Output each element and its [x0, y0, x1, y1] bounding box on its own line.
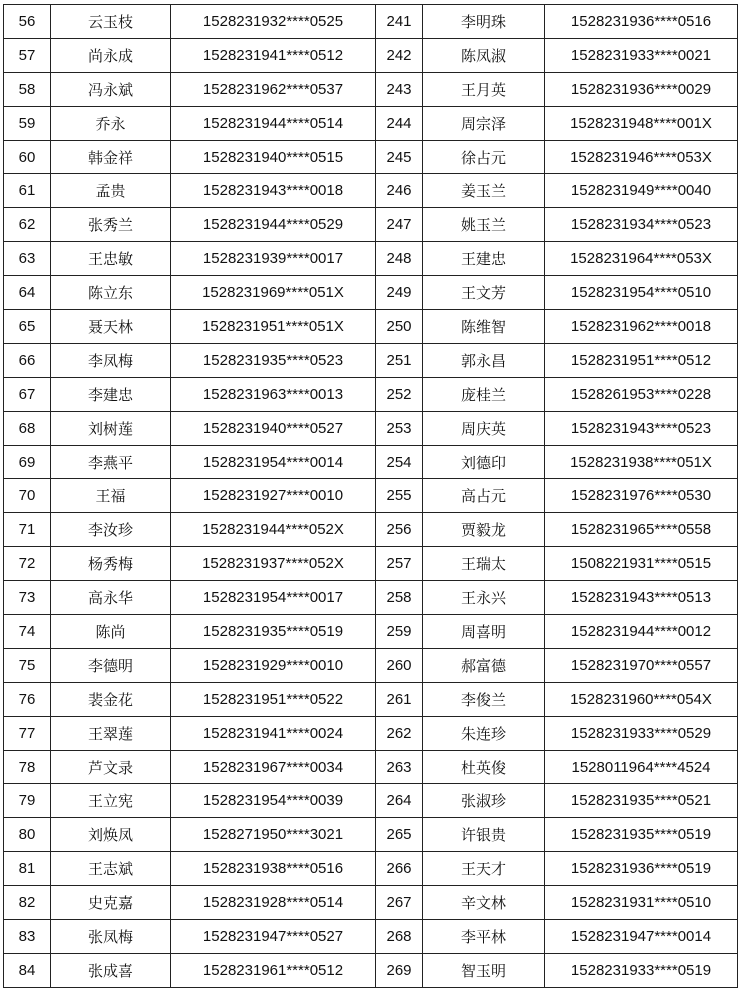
row-number-right: 258: [376, 581, 423, 615]
person-name-right: 智玉明: [423, 953, 545, 987]
person-name-left: 李燕平: [51, 445, 171, 479]
person-name-left: 王志斌: [51, 852, 171, 886]
row-number-left: 59: [4, 106, 51, 140]
id-number-left: 1528231935****0519: [171, 615, 376, 649]
person-name-left: 芦文录: [51, 750, 171, 784]
row-number-right: 262: [376, 716, 423, 750]
id-number-left: 1528231947****0527: [171, 920, 376, 954]
table-row: [4, 852, 738, 886]
table-row: [4, 5, 738, 39]
row-number-left: 81: [4, 852, 51, 886]
id-number-left: 1528231944****0529: [171, 208, 376, 242]
row-number-left: 70: [4, 479, 51, 513]
id-number-left: 1528231939****0017: [171, 242, 376, 276]
person-name-left: 李德明: [51, 648, 171, 682]
person-name-left: 李汝珍: [51, 513, 171, 547]
id-number-left: 1528231954****0039: [171, 784, 376, 818]
person-name-right: 徐占元: [423, 140, 545, 174]
person-name-left: 陈尚: [51, 615, 171, 649]
row-number-left: 74: [4, 615, 51, 649]
person-name-right: 陈凤淑: [423, 38, 545, 72]
person-name-left: 尚永成: [51, 38, 171, 72]
id-number-right: 1528231944****0012: [545, 615, 738, 649]
id-number-right: 1528231951****0512: [545, 343, 738, 377]
person-name-left: 张凤梅: [51, 920, 171, 954]
person-name-right: 周喜明: [423, 615, 545, 649]
table-row: [4, 615, 738, 649]
person-name-right: 朱连珍: [423, 716, 545, 750]
id-number-left: 1528231938****0516: [171, 852, 376, 886]
id-number-right: 1508221931****0515: [545, 547, 738, 581]
row-number-right: 244: [376, 106, 423, 140]
table-row: [4, 276, 738, 310]
row-number-right: 241: [376, 5, 423, 39]
person-name-right: 杜英俊: [423, 750, 545, 784]
person-name-left: 李建忠: [51, 377, 171, 411]
row-number-right: 266: [376, 852, 423, 886]
person-name-left: 冯永斌: [51, 72, 171, 106]
table-row: [4, 343, 738, 377]
row-number-left: 63: [4, 242, 51, 276]
id-number-left: 1528231967****0034: [171, 750, 376, 784]
table-row: [4, 513, 738, 547]
person-name-right: 姜玉兰: [423, 174, 545, 208]
person-name-right: 庞桂兰: [423, 377, 545, 411]
person-name-left: 史克嘉: [51, 886, 171, 920]
row-number-left: 77: [4, 716, 51, 750]
id-number-left: 1528231961****0512: [171, 953, 376, 987]
table-row: [4, 72, 738, 106]
person-name-right: 郭永昌: [423, 343, 545, 377]
row-number-left: 56: [4, 5, 51, 39]
id-number-right: 1528231946****053X: [545, 140, 738, 174]
table-row: [4, 310, 738, 344]
table-row: [4, 784, 738, 818]
row-number-left: 67: [4, 377, 51, 411]
id-number-right: 1528231962****0018: [545, 310, 738, 344]
id-number-left: 1528231940****0527: [171, 411, 376, 445]
roster-table-body: [4, 5, 738, 988]
table-row: [4, 886, 738, 920]
row-number-left: 58: [4, 72, 51, 106]
id-number-left: 1528231932****0525: [171, 5, 376, 39]
row-number-left: 61: [4, 174, 51, 208]
id-number-right: 1528231964****053X: [545, 242, 738, 276]
id-number-left: 1528231940****0515: [171, 140, 376, 174]
id-number-right: 1528231938****051X: [545, 445, 738, 479]
id-number-right: 1528231936****0516: [545, 5, 738, 39]
row-number-left: 66: [4, 343, 51, 377]
person-name-left: 张成喜: [51, 953, 171, 987]
row-number-left: 75: [4, 648, 51, 682]
table-row: [4, 479, 738, 513]
table-row: [4, 208, 738, 242]
person-name-left: 杨秀梅: [51, 547, 171, 581]
person-name-right: 王永兴: [423, 581, 545, 615]
person-name-right: 周庆英: [423, 411, 545, 445]
person-name-left: 裴金花: [51, 682, 171, 716]
row-number-left: 80: [4, 818, 51, 852]
person-name-right: 王建忠: [423, 242, 545, 276]
id-number-right: 1528231936****0519: [545, 852, 738, 886]
row-number-left: 68: [4, 411, 51, 445]
row-number-right: 255: [376, 479, 423, 513]
row-number-left: 76: [4, 682, 51, 716]
id-number-right: 1528231933****0021: [545, 38, 738, 72]
row-number-left: 57: [4, 38, 51, 72]
id-number-left: 1528231963****0013: [171, 377, 376, 411]
row-number-right: 259: [376, 615, 423, 649]
row-number-left: 69: [4, 445, 51, 479]
row-number-right: 268: [376, 920, 423, 954]
id-number-left: 1528231941****0024: [171, 716, 376, 750]
person-name-right: 王月英: [423, 72, 545, 106]
person-name-left: 乔永: [51, 106, 171, 140]
id-number-left: 1528231954****0014: [171, 445, 376, 479]
person-name-right: 王天才: [423, 852, 545, 886]
person-name-left: 刘树莲: [51, 411, 171, 445]
row-number-right: 253: [376, 411, 423, 445]
id-number-right: 1528231933****0529: [545, 716, 738, 750]
row-number-left: 64: [4, 276, 51, 310]
table-row: [4, 106, 738, 140]
person-name-right: 张淑珍: [423, 784, 545, 818]
id-number-right: 1528231931****0510: [545, 886, 738, 920]
table-row: [4, 750, 738, 784]
id-number-left: 1528231962****0537: [171, 72, 376, 106]
id-number-right: 1528231934****0523: [545, 208, 738, 242]
row-number-left: 84: [4, 953, 51, 987]
id-number-right: 1528231935****0519: [545, 818, 738, 852]
row-number-right: 248: [376, 242, 423, 276]
table-row: [4, 242, 738, 276]
table-row: [4, 920, 738, 954]
id-number-right: 1528231970****0557: [545, 648, 738, 682]
row-number-right: 247: [376, 208, 423, 242]
id-number-left: 1528231935****0523: [171, 343, 376, 377]
person-name-right: 贾毅龙: [423, 513, 545, 547]
person-name-right: 王瑞太: [423, 547, 545, 581]
person-name-right: 刘德印: [423, 445, 545, 479]
id-number-left: 1528231954****0017: [171, 581, 376, 615]
id-number-left: 1528231951****0522: [171, 682, 376, 716]
row-number-right: 267: [376, 886, 423, 920]
id-number-left: 1528231969****051X: [171, 276, 376, 310]
person-name-right: 姚玉兰: [423, 208, 545, 242]
row-number-right: 252: [376, 377, 423, 411]
person-name-left: 云玉枝: [51, 5, 171, 39]
row-number-right: 242: [376, 38, 423, 72]
row-number-right: 269: [376, 953, 423, 987]
table-row: [4, 716, 738, 750]
table-row: [4, 377, 738, 411]
id-number-left: 1528231927****0010: [171, 479, 376, 513]
row-number-right: 250: [376, 310, 423, 344]
person-name-right: 李明珠: [423, 5, 545, 39]
row-number-right: 251: [376, 343, 423, 377]
table-row: [4, 953, 738, 987]
id-number-right: 1528231948****001X: [545, 106, 738, 140]
row-number-left: 60: [4, 140, 51, 174]
row-number-right: 264: [376, 784, 423, 818]
id-number-right: 1528231949****0040: [545, 174, 738, 208]
id-number-right: 1528231960****054X: [545, 682, 738, 716]
table-row: [4, 818, 738, 852]
id-number-right: 1528231943****0513: [545, 581, 738, 615]
row-number-right: 263: [376, 750, 423, 784]
id-number-right: 1528011964****4524: [545, 750, 738, 784]
row-number-right: 249: [376, 276, 423, 310]
row-number-left: 72: [4, 547, 51, 581]
id-number-right: 1528231933****0519: [545, 953, 738, 987]
id-number-right: 1528231936****0029: [545, 72, 738, 106]
person-name-left: 刘焕凤: [51, 818, 171, 852]
id-number-right: 1528231943****0523: [545, 411, 738, 445]
id-number-right: 1528231947****0014: [545, 920, 738, 954]
person-name-right: 郝富德: [423, 648, 545, 682]
id-number-left: 1528231941****0512: [171, 38, 376, 72]
row-number-right: 261: [376, 682, 423, 716]
person-name-right: 周宗泽: [423, 106, 545, 140]
person-name-left: 王福: [51, 479, 171, 513]
roster-table: [3, 4, 738, 988]
id-number-right: 1528231954****0510: [545, 276, 738, 310]
row-number-left: 62: [4, 208, 51, 242]
id-number-right: 1528231965****0558: [545, 513, 738, 547]
row-number-left: 73: [4, 581, 51, 615]
id-number-right: 1528231976****0530: [545, 479, 738, 513]
row-number-right: 260: [376, 648, 423, 682]
row-number-left: 65: [4, 310, 51, 344]
person-name-left: 李凤梅: [51, 343, 171, 377]
person-name-right: 高占元: [423, 479, 545, 513]
row-number-right: 257: [376, 547, 423, 581]
table-row: [4, 38, 738, 72]
id-number-right: 1528231935****0521: [545, 784, 738, 818]
row-number-right: 246: [376, 174, 423, 208]
row-number-right: 245: [376, 140, 423, 174]
row-number-right: 256: [376, 513, 423, 547]
table-row: [4, 411, 738, 445]
row-number-left: 71: [4, 513, 51, 547]
person-name-left: 聂天林: [51, 310, 171, 344]
row-number-left: 78: [4, 750, 51, 784]
person-name-left: 高永华: [51, 581, 171, 615]
person-name-right: 辛文林: [423, 886, 545, 920]
person-name-left: 王翠莲: [51, 716, 171, 750]
id-number-right: 1528261953****0228: [545, 377, 738, 411]
id-number-left: 1528231929****0010: [171, 648, 376, 682]
row-number-left: 83: [4, 920, 51, 954]
row-number-left: 79: [4, 784, 51, 818]
id-number-left: 1528231944****0514: [171, 106, 376, 140]
table-row: [4, 174, 738, 208]
table-row: [4, 140, 738, 174]
table-row: [4, 581, 738, 615]
id-number-left: 1528231951****051X: [171, 310, 376, 344]
person-name-left: 陈立东: [51, 276, 171, 310]
person-name-left: 张秀兰: [51, 208, 171, 242]
table-row: [4, 445, 738, 479]
person-name-right: 李平林: [423, 920, 545, 954]
row-number-right: 243: [376, 72, 423, 106]
id-number-left: 1528231944****052X: [171, 513, 376, 547]
row-number-left: 82: [4, 886, 51, 920]
roster-table-container: [3, 4, 738, 988]
person-name-right: 李俊兰: [423, 682, 545, 716]
id-number-left: 1528231943****0018: [171, 174, 376, 208]
row-number-right: 254: [376, 445, 423, 479]
person-name-left: 孟贵: [51, 174, 171, 208]
person-name-left: 韩金祥: [51, 140, 171, 174]
person-name-right: 陈维智: [423, 310, 545, 344]
row-number-right: 265: [376, 818, 423, 852]
person-name-right: 王文芳: [423, 276, 545, 310]
id-number-left: 1528231937****052X: [171, 547, 376, 581]
id-number-left: 1528231928****0514: [171, 886, 376, 920]
person-name-right: 许银贵: [423, 818, 545, 852]
table-row: [4, 648, 738, 682]
person-name-left: 王立宪: [51, 784, 171, 818]
id-number-left: 1528271950****3021: [171, 818, 376, 852]
table-row: [4, 682, 738, 716]
person-name-left: 王忠敏: [51, 242, 171, 276]
table-row: [4, 547, 738, 581]
